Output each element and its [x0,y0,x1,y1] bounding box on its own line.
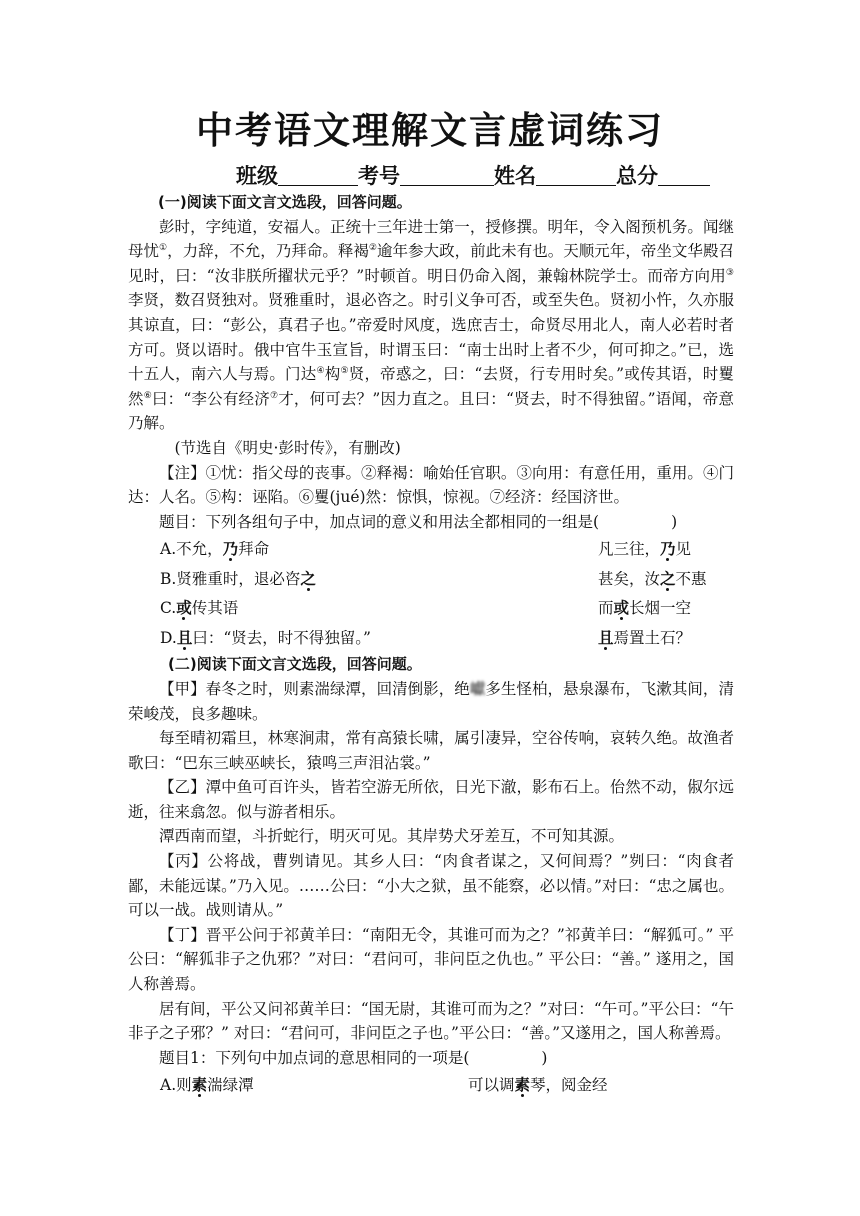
question-1: 题目：下列各组句子中，加点词的意义和用法全都相同的一组是( ) [159,512,678,531]
section-1-passage: 彭时，字纯道，安福人。正统十三年进士第一，授修撰。明年，令入阁预机务。闻继母忧①，力辞，不允，乃拜命。释褐②逾年参大政，前此未有也。天顺元年，帝坐文华殿召见时，曰：“汝非朕所擢状元乎？”时顿首。明日仍命入阁，兼翰林院学士。而帝方向用③李贤，数召贤独对。贤雅重时，退必咨之。时引义争可否，或至失色。贤初小忤，久亦服其谅直，曰：“彭公，真君子也。”帝爱时风度，选庶吉士，命贤尽用北人，南人必若时者方可。贤以语时。俄中官牛玉宣旨，时谓玉曰：“南士出时上者不少，何可抑之。”已，选十五人，南六人与焉。门达④构⑤贤，帝惑之，曰：“去贤，行专用时矣。”或传其语，时矍然⑥曰：“李公有经济⑦才，何可去？”因力直之。且曰：“贤去，时不得独留。”语闻，帝意乃解。 [128,217,734,433]
note-mark: ② [368,243,378,254]
dotted-word: 之 [660,568,676,588]
dotted-word: 素 [514,1075,531,1095]
exam-no-blank[interactable] [400,165,494,186]
note-mark: ⑦ [269,390,279,401]
dotted-word: 乃 [222,539,239,559]
class-blank[interactable] [278,165,358,186]
passage-yi-2: 潭西南而望，斗折蛇行，明灭可见。其岸势犬牙差互，不可知其源。 [159,827,625,846]
note-mark: ③ [725,267,734,278]
passage-bing: 【丙】公将战，曹刿请见。其乡人曰：“肉食者谋之，又何间焉？”刿曰：“肉食者鄙，未能远谋。”乃入见。……公曰：“小大之狱，虽不能察，必以情。”对曰：“忠之属也。可以一战。战则请从。” [128,852,734,920]
passage-jia: 【甲】春冬之时，则素湍绿潭，回清倒影，绝巘多生怪柏，悬泉瀑布，飞漱其间，清荣峻茂，良多趣味。 [128,679,734,723]
score-blank[interactable] [658,165,710,186]
option-a[interactable]: A.不允，乃拜命 凡三往，乃见 [160,539,692,559]
option-d[interactable]: D.且曰：“贤去，时不得独留。” 且焉置土石？ [160,627,692,647]
dotted-word: 素 [191,1075,208,1095]
section-2-heading: (二)阅读下面文言文选段，回答问题。 [168,655,422,674]
note-mark: ① [159,243,168,254]
dotted-word: 且 [176,627,193,647]
option-c[interactable]: C.或传其语 而或长烟一空 [160,598,692,618]
score-label: 总分 [616,164,658,188]
name-label: 姓名 [494,164,536,188]
note-mark: ⑥ [143,390,152,401]
exam-no-label: 考号 [358,164,400,188]
note-mark: ④ [316,366,325,376]
blurred-character: 巘 [469,679,486,698]
dotted-word: 之 [300,568,316,588]
class-label: 班级 [236,164,278,188]
passage-yi: 【乙】潭中鱼可百许头，皆若空游无所依，日光下澈，影布石上。佁然不动，俶尔远逝，往来翕忽。似与游者相乐。 [128,778,734,821]
passage-ding-2: 居有间，平公又问祁黄羊曰：“国无尉，其谁可而为之？”对曰：“午可。”平公曰：“午非子之子邪？” 对曰：“君问可，非问臣之子也。”平公曰：“善。”又遂用之，国人称善焉。 [128,999,734,1043]
section-1-heading: (一)阅读下面文言文选段，回答问题。 [158,193,412,211]
option-b[interactable]: B.贤雅重时，退必咨之 甚矣，汝之不惠 [160,568,707,588]
dotted-word: 且 [598,627,614,647]
note-mark: ⑤ [340,366,349,376]
passage-source: (节选自《明史·彭时传》，有删改) [174,438,401,457]
name-blank[interactable] [536,165,616,186]
dotted-word: 乃 [660,539,676,559]
question-2-1: 题目1：下列句中加点词的意思相同的一项是( ) [159,1048,548,1067]
page-title: 中考语文理解文言虚词练习 [196,109,664,152]
passage-ding: 【丁】晋平公问于祁黄羊曰：“南阳无令，其谁可而为之？”祁黄羊曰：“解狐可。” 平公曰：“解狐非子之仇邪？”对曰：“君问可，非问臣之仇也。” 平公曰：“善。” 遂用之，国人称善焉。 [128,925,734,994]
dotted-word: 或 [613,598,630,618]
exercise-content [128,190,734,1100]
dotted-word: 或 [176,598,192,618]
student-info-line [236,160,710,190]
passage-jia-2: 每至晴初霜旦，林寒涧肃，常有高猿长啸，属引凄异，空谷传响，哀转久绝。故渔者歌曰：“巴东三峡巫峡长，猿鸣三声泪沾裳。” [128,729,734,772]
option-2-a[interactable]: A.则素湍绿潭 可以调素琴，阅金经 [160,1075,608,1095]
passage-notes: 【注】①忧：指父母的丧事。②释褐：喻始任官职。③向用：有意任用，重用。④门达：人名。⑤构：诬陷。⑥矍(jué)然：惊惧，惊视。⑦经济：经国济世。 [128,463,734,507]
